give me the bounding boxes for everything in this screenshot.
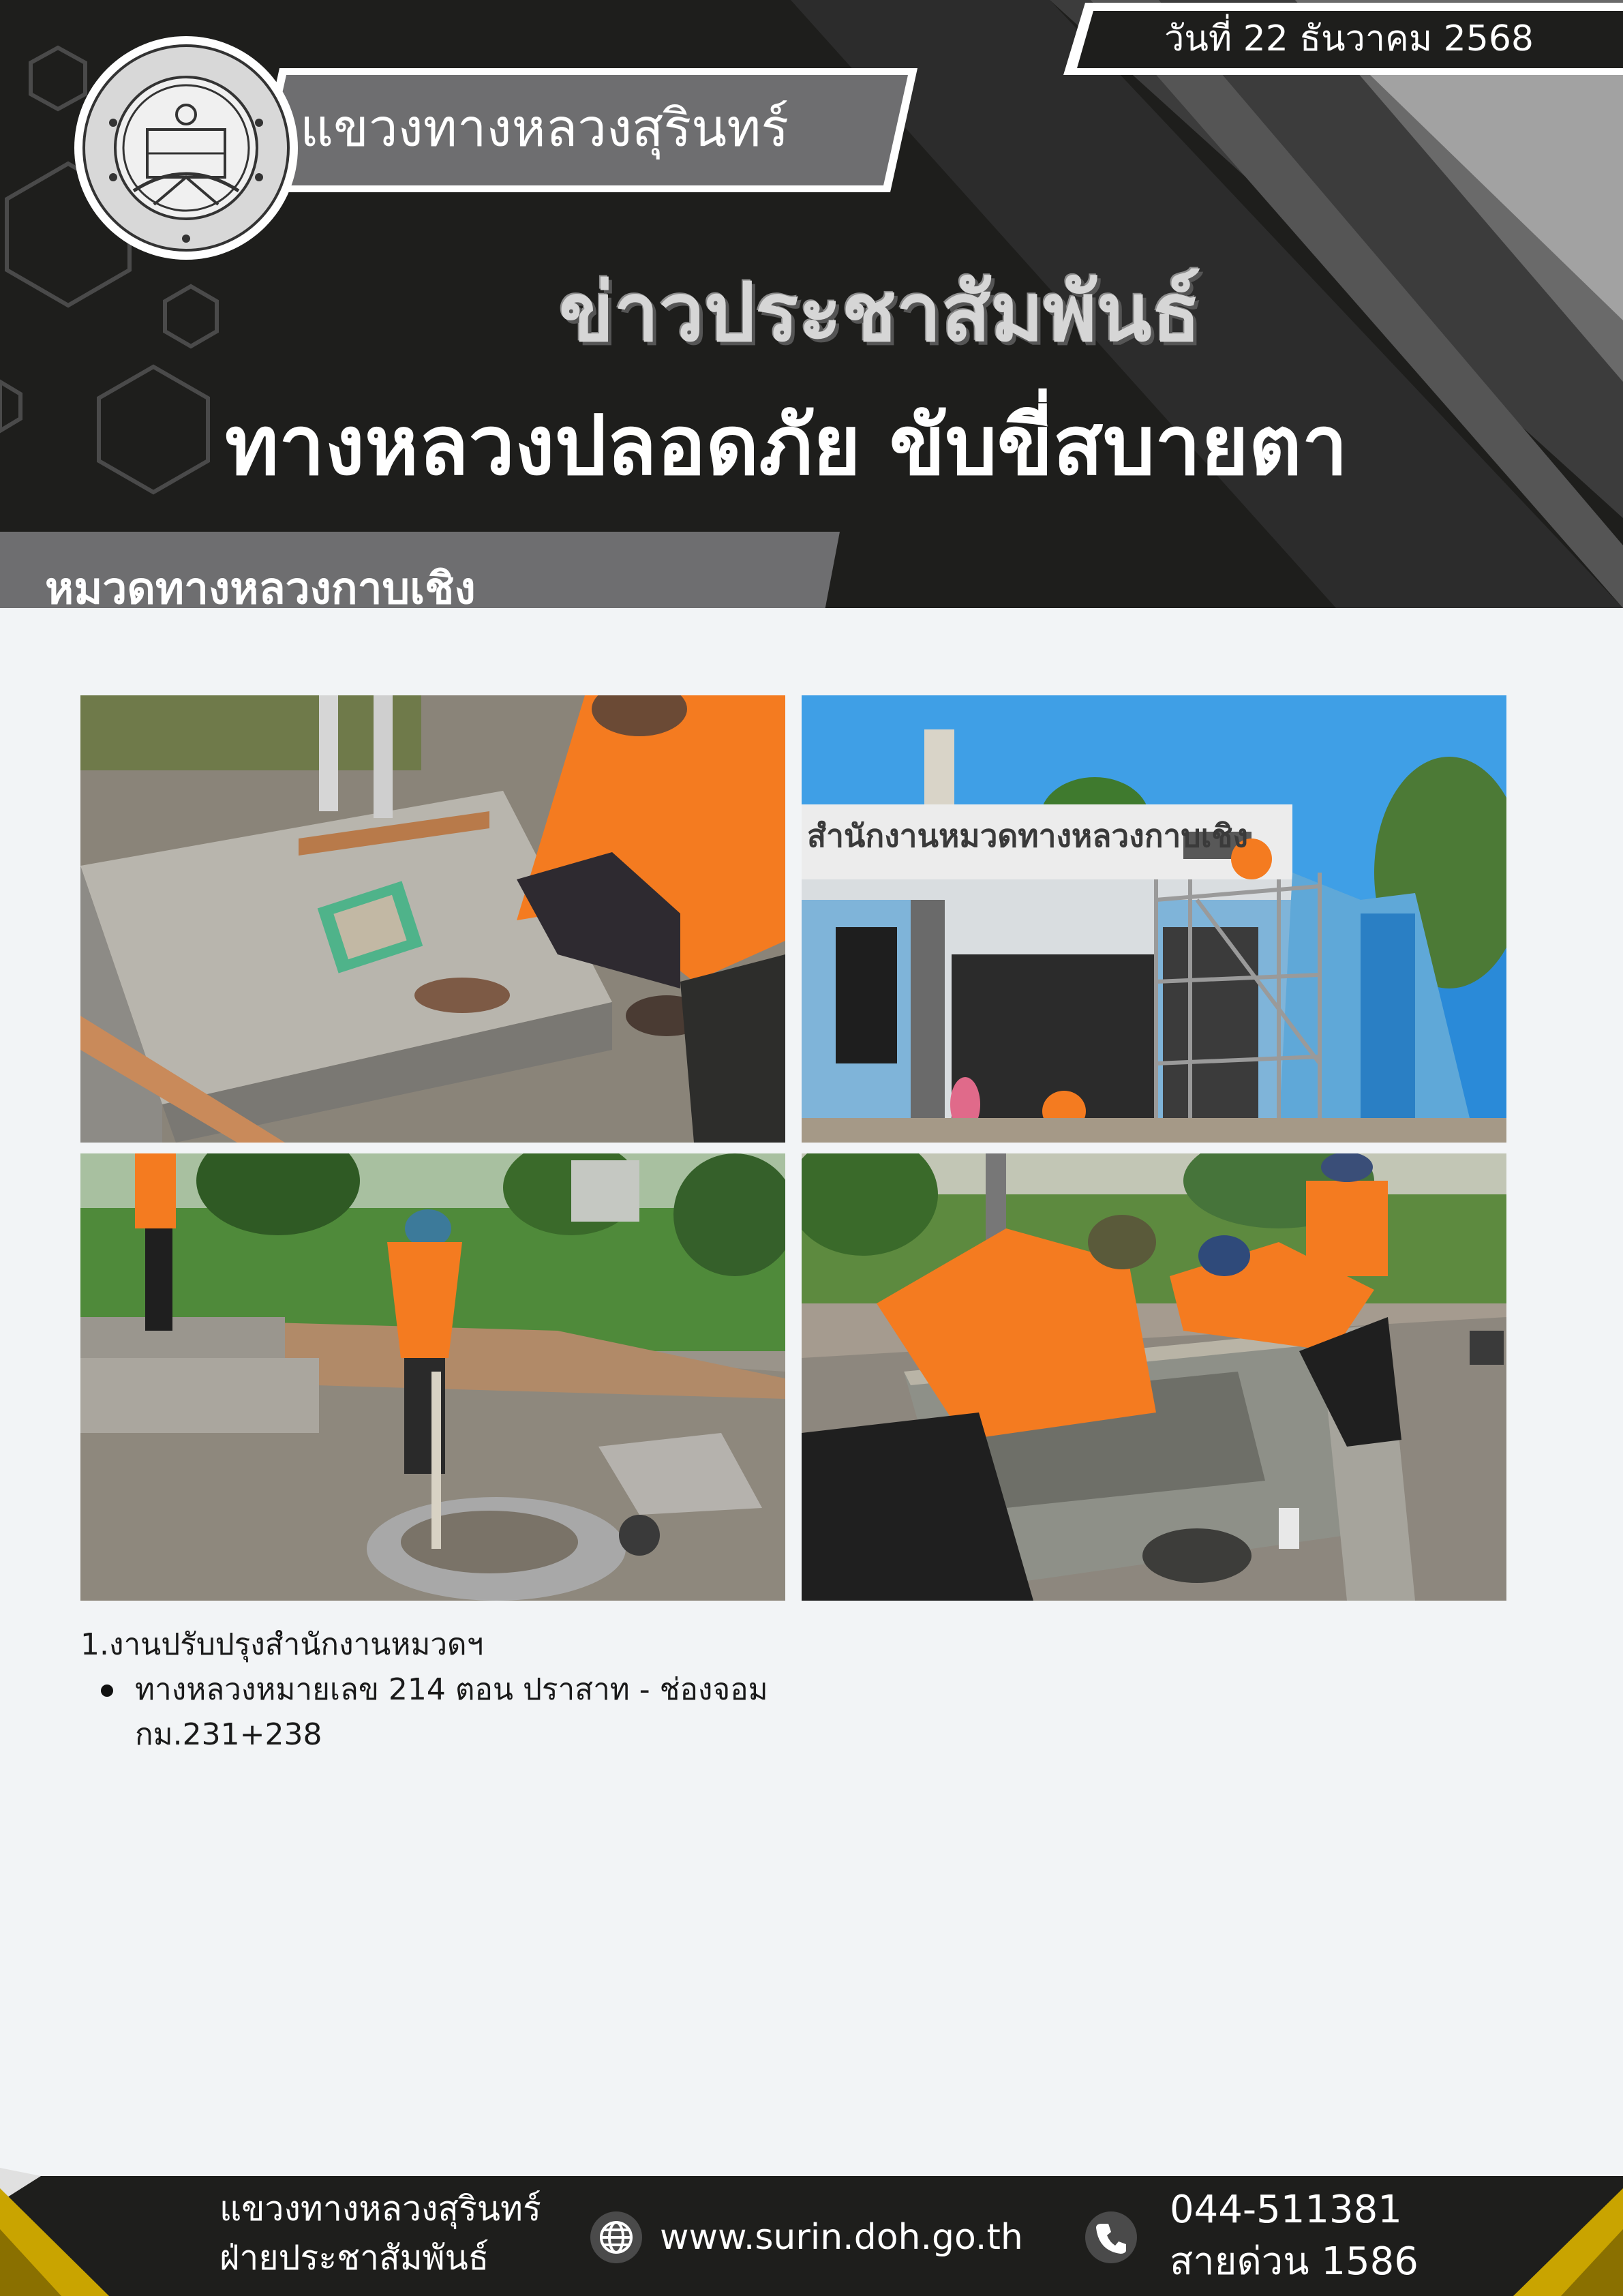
bullet-line-2: กม.231+238	[135, 1717, 322, 1752]
pr-title: ข่าวประชาสัมพันธ์	[559, 265, 1201, 359]
website-link[interactable]: www.surin.doh.go.th	[660, 2217, 1023, 2258]
photo-mixing-cement	[80, 1153, 785, 1601]
bullet-item	[80, 1667, 1103, 1757]
bullet-icon	[101, 1685, 113, 1697]
department-seal-logo	[72, 34, 300, 262]
slogan: ทางหลวงปลอดภัย ขับขี่สบายตา	[225, 399, 1348, 494]
phone-number[interactable]: 044-511381	[1170, 2188, 1402, 2232]
article-content	[80, 1622, 1103, 1757]
footer-agency-line-1: แขวงทางหลวงสุรินทร์	[219, 2189, 541, 2229]
item-title: 1.งานปรับปรุงสำนักงานหมวดฯ	[80, 1627, 484, 1662]
photo-office-building	[802, 695, 1506, 1143]
footer-agency	[219, 2184, 601, 2282]
bullet-line-1: ทางหลวงหมายเลข 214 ตอน ปราสาท - ช่องจอม	[135, 1672, 768, 1707]
section-title: หมวดทางหลวงกาบเชิง	[45, 564, 476, 614]
hotline-number[interactable]: สายด่วน 1586	[1170, 2239, 1419, 2284]
building-sign: สำนักงานหมวดทางหลวงกาบเชิง	[807, 817, 1248, 854]
date-text: วันที่ 22 ธันวาคม 2568	[1164, 18, 1534, 59]
footer-contact	[1170, 2184, 1579, 2288]
globe-icon	[590, 2211, 642, 2263]
photo-building-frame	[802, 1153, 1506, 1601]
phone-icon	[1085, 2211, 1137, 2263]
photo-plastering-base	[80, 695, 785, 1143]
footer-agency-line-2: ฝ่ายประชาสัมพันธ์	[219, 2238, 489, 2278]
agency-name: แขวงทางหลวงสุรินทร์	[300, 97, 789, 158]
